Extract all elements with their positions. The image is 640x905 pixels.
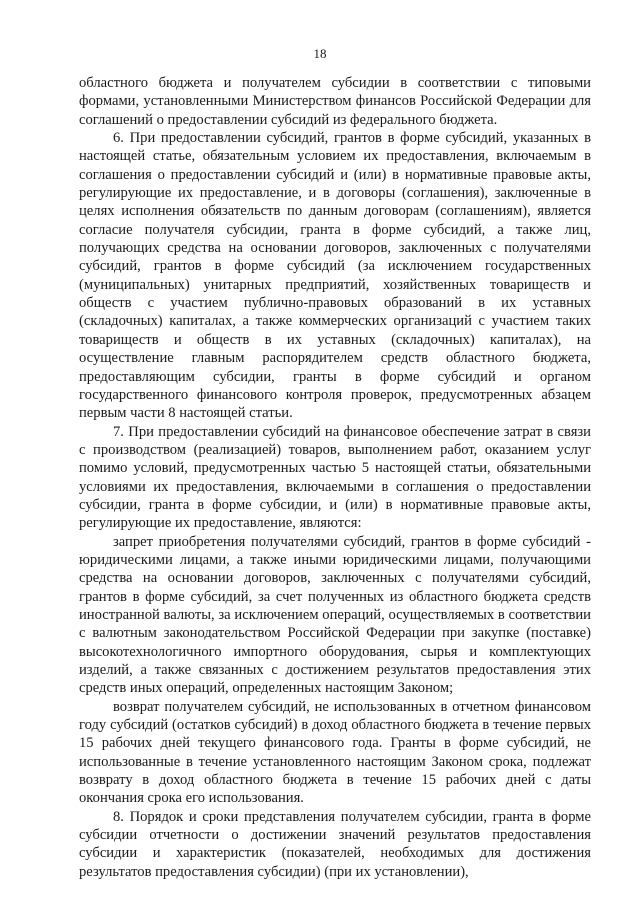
paragraph-subsidy-return: возврат получателем субсидий, не использованных в отчетном финансовом году субсидий (остатков субсидий) в доход областного бюджета в течение первых 15 рабочих дней текущего финансового года. Гранты в форме субсидий, не использованные в течение установленного настоящим Законом срока, подлежат возврату в доход областного бюджета в течение 15 рабочих дней с даты окончания срока его использования. — [79, 698, 591, 807]
paragraph-item-7: 7. При предоставлении субсидий на финансовое обеспечение затрат в связи с производством (реализацией) товаров, выполнением работ, оказанием услуг помимо условий, предусмотренных частью 5 настоящей статьи, обязательными условиями их предоставления, включаемыми в соглашения о предоставлении субсидии, гранта в форме субсидии, и (или) в нормативные правовые акты, регулирующие их предоставление, являются: — [79, 423, 591, 532]
document-body — [79, 74, 591, 881]
paragraph-continuation: областного бюджета и получателем субсидии в соответствии с типовыми формами, установленными Министерством финансов Российской Федерации для соглашений о предоставлении субсидий из федерального бюджета. — [79, 75, 591, 128]
page-number: 18 — [313, 46, 327, 61]
paragraph-item-6: 6. При предоставлении субсидий, грантов в форме субсидий, указанных в настоящей статье, обязательным условием их предоставления, включаемым в соглашения о предоставлении субсидий и (или) в нормативные правовые акты, регулирующие их предоставление, и в договоры (соглашения), заключенные в целях исполнения обязательств по данным договорам (соглашениям), является согласие получателя субсидии, гранта в форме субсидий, а также лиц, получающих средства на основании договоров, заключенных с получателями субсидий, грантов в форме субсидий (за исключением государственных (муниципальных) унитарных предприятий, хозяйственных товариществ и обществ с участием публично-правовых образований в их уставных (складочных) капиталах, а также коммерческих организаций с участием таких товариществ и обществ в их уставных (складочных) капиталах), на осуществление главным распорядителем средств областного бюджета, предоставляющим субсидии, гранты в форме субсидий и органом государственного финансового контроля проверок, предусмотренных абзацем первым части 8 настоящей статьи. — [79, 130, 591, 422]
paragraph-item-8: 8. Порядок и сроки представления получателем субсидии, гранта в форме субсидии отчетности о достижении значений результатов предоставления субсидии и характеристик (показателей, необходимых для достижения результатов предоставления субсидии) (при их установлении), — [79, 808, 591, 880]
paragraph-currency-ban: запрет приобретения получателями субсидий, грантов в форме субсидий - юридическими лицами, а также иными юридическими лицами, получающими средства на основании договоров, заключенных с получателями субсидий, грантов в форме субсидий, за счет полученных из областного бюджета средств иностранной валюты, за исключением операций, осуществляемых в соответствии с валютным законодательством Российской Федерации при закупке (поставке) высокотехнологичного импортного оборудования, сырья и комплектующих изделий, а также связанных с достижением результатов предоставления этих средств иных операций, определенных настоящим Законом; — [79, 533, 591, 697]
